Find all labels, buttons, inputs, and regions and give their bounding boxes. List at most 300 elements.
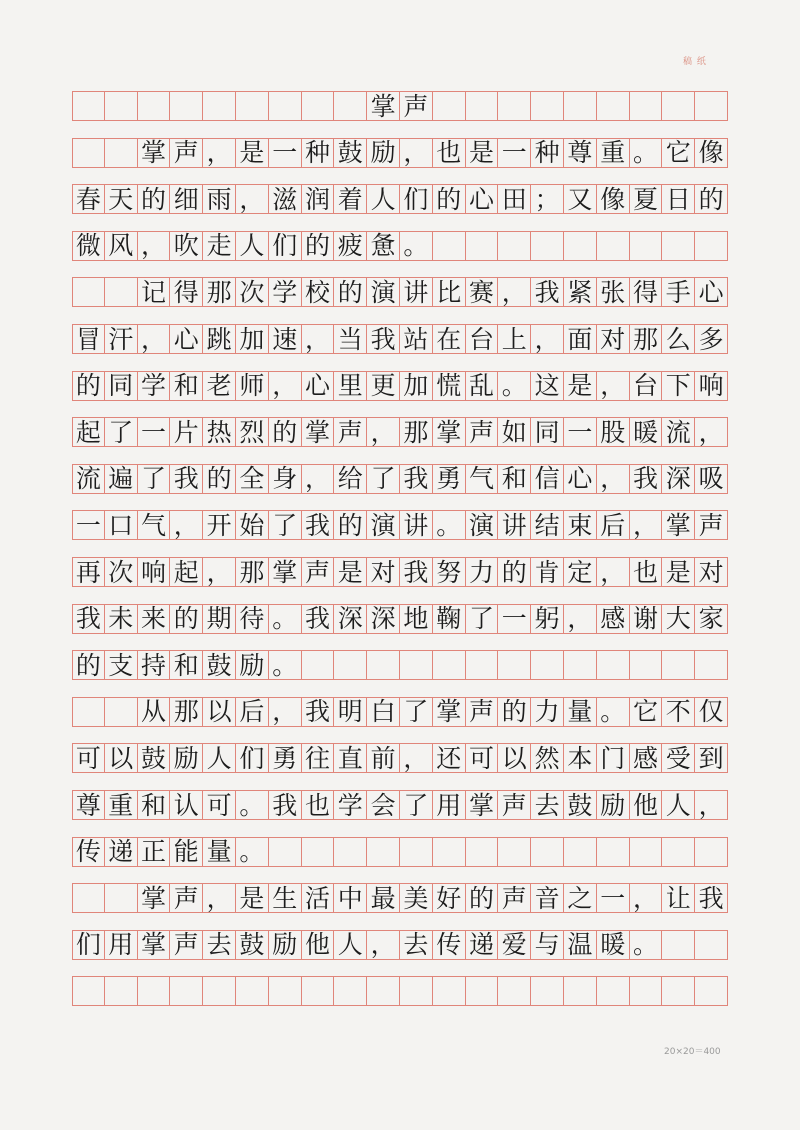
grid-cell: [695, 838, 728, 866]
grid-cell: [105, 977, 138, 1005]
grid-cell: 站: [400, 325, 433, 353]
grid-cell: 励: [597, 791, 630, 819]
grid-cell: [72, 884, 105, 912]
grid-cell: 跳: [203, 325, 236, 353]
grid-cell: 的: [334, 511, 367, 539]
grid-cell: 台: [466, 325, 499, 353]
grid-cell: 演: [466, 511, 499, 539]
grid-cell: 烈: [236, 418, 269, 446]
grid-cell: 股: [597, 418, 630, 446]
grid-cell: [138, 92, 171, 120]
grid-cell: 是: [466, 139, 499, 167]
grid-cell: 它: [630, 698, 663, 726]
grid-cell: 之: [564, 884, 597, 912]
grid-cell: 。: [236, 791, 269, 819]
grid-cell: [302, 838, 335, 866]
grid-cell: [105, 884, 138, 912]
grid-cell: 也: [433, 139, 466, 167]
grid-cell: 口: [105, 511, 138, 539]
grid-cell: 来: [138, 605, 171, 633]
grid-cell: 面: [564, 325, 597, 353]
grid-cell: 感: [630, 744, 663, 772]
grid-cell: 。: [433, 511, 466, 539]
grid-cell: 校: [302, 278, 335, 306]
grid-cell: 加: [236, 325, 269, 353]
grid-cell: 一: [269, 139, 302, 167]
grid-cell: [433, 651, 466, 679]
grid-cell: 台: [630, 372, 663, 400]
grid-cell: 种: [531, 139, 564, 167]
grid-cell: 地: [400, 605, 433, 633]
grid-cell: 像: [597, 185, 630, 213]
grid-cell: 我: [302, 698, 335, 726]
grid-cell: 掌: [302, 418, 335, 446]
grid-cell: 是: [236, 884, 269, 912]
grid-cell: 疲: [334, 232, 367, 260]
grid-cell: ，: [203, 558, 236, 586]
grid-cell: 后: [236, 698, 269, 726]
grid-cell: 那: [400, 418, 433, 446]
grid-cell: 始: [236, 511, 269, 539]
grid-cell: 的: [695, 185, 728, 213]
grid-cell: 人: [367, 185, 400, 213]
grid-cell: 一: [498, 605, 531, 633]
grid-cell: 了: [466, 605, 499, 633]
grid-cell: ，: [695, 418, 728, 446]
grid-cell: 对: [367, 558, 400, 586]
grid-cell: 仅: [695, 698, 728, 726]
grid-cell: [269, 977, 302, 1005]
grid-cell: 们: [269, 232, 302, 260]
grid-cell: 勇: [269, 744, 302, 772]
grid-cell: 气: [466, 465, 499, 493]
grid-cell: [630, 232, 663, 260]
grid-cell: 的: [269, 418, 302, 446]
grid-cell: [466, 651, 499, 679]
grid-cell: 讲: [400, 511, 433, 539]
grid-cell: 声: [334, 418, 367, 446]
grid-cell: 是: [236, 139, 269, 167]
grid-cell: 暖: [630, 418, 663, 446]
grid-cell: 努: [433, 558, 466, 586]
grid-cell: 声: [170, 931, 203, 959]
grid-cell: [105, 92, 138, 120]
grid-cell: [72, 977, 105, 1005]
grid-cell: 学: [334, 791, 367, 819]
grid-cell: 如: [498, 418, 531, 446]
grid-cell: 可: [466, 744, 499, 772]
grid-cell: [662, 232, 695, 260]
grid-cell: [564, 92, 597, 120]
grid-cell: 声: [498, 884, 531, 912]
grid-cell: 尊: [72, 791, 105, 819]
grid-cell: ，: [630, 884, 663, 912]
grid-cell: ，: [597, 465, 630, 493]
grid-cell: 记: [138, 278, 171, 306]
grid-cell: ，: [597, 372, 630, 400]
grid-cell: 明: [334, 698, 367, 726]
text-line: [72, 277, 728, 307]
grid-cell: 人: [334, 931, 367, 959]
grid-cell: [170, 92, 203, 120]
grid-cell: 鞠: [433, 605, 466, 633]
grid-cell: [662, 92, 695, 120]
grid-cell: 后: [597, 511, 630, 539]
grid-cell: 们: [236, 744, 269, 772]
grid-cell: 是: [564, 372, 597, 400]
grid-cell: [597, 977, 630, 1005]
grid-cell: [564, 977, 597, 1005]
grid-cell: ，: [564, 605, 597, 633]
grid-cell: [662, 838, 695, 866]
grid-cell: 了: [269, 511, 302, 539]
grid-cell: 声: [695, 511, 728, 539]
grid-cell: 日: [662, 185, 695, 213]
grid-cell: [597, 92, 630, 120]
grid-cell: 夏: [630, 185, 663, 213]
grid-cell: 人: [236, 232, 269, 260]
grid-cell: [72, 139, 105, 167]
grid-cell: 励: [269, 931, 302, 959]
grid-cell: [105, 278, 138, 306]
grid-count: 20×20＝400: [664, 1047, 721, 1057]
grid-cell: [498, 92, 531, 120]
text-line: [72, 604, 728, 634]
grid-cell: 的: [138, 185, 171, 213]
grid-cell: 以: [203, 698, 236, 726]
grid-cell: 和: [170, 651, 203, 679]
grid-cell: ，: [498, 278, 531, 306]
grid-cell: 掌: [662, 511, 695, 539]
grid-cell: ，: [302, 465, 335, 493]
grid-cell: 学: [138, 372, 171, 400]
grid-cell: [269, 92, 302, 120]
grid-cell: ，: [138, 325, 171, 353]
grid-cell: 去: [203, 931, 236, 959]
grid-cell: 心: [466, 185, 499, 213]
grid-cell: ，: [203, 884, 236, 912]
grid-cell: 受: [662, 744, 695, 772]
grid-cell: [334, 977, 367, 1005]
grid-cell: 也: [630, 558, 663, 586]
grid-cell: 像: [695, 139, 728, 167]
grid-cell: [466, 838, 499, 866]
grid-cell: 了: [105, 418, 138, 446]
text-line: [72, 324, 728, 354]
grid-cell: 速: [269, 325, 302, 353]
grid-cell: [236, 92, 269, 120]
grid-cell: [662, 931, 695, 959]
grid-cell: 演: [367, 278, 400, 306]
grid-cell: 励: [236, 651, 269, 679]
grid-cell: 对: [597, 325, 630, 353]
grid-cell: 深: [334, 605, 367, 633]
grid-cell: 是: [662, 558, 695, 586]
grid-cell: 。: [630, 931, 663, 959]
grid-cell: 我: [170, 465, 203, 493]
grid-cell: 好: [433, 884, 466, 912]
grid-cell: 本: [564, 744, 597, 772]
text-line: [72, 697, 728, 727]
grid-cell: [531, 232, 564, 260]
grid-cell: 那: [203, 278, 236, 306]
grid-cell: 再: [72, 558, 105, 586]
grid-cell: 微: [72, 232, 105, 260]
grid-cell: 勇: [433, 465, 466, 493]
grid-cell: [433, 232, 466, 260]
grid-cell: [105, 698, 138, 726]
grid-cell: 束: [564, 511, 597, 539]
grid-cell: 掌: [433, 418, 466, 446]
grid-cell: [236, 977, 269, 1005]
grid-cell: 声: [466, 418, 499, 446]
grid-cell: 和: [170, 372, 203, 400]
text-line: [72, 138, 728, 168]
grid-cell: 演: [367, 511, 400, 539]
grid-cell: 气: [138, 511, 171, 539]
grid-cell: 鼓: [236, 931, 269, 959]
grid-cell: 惫: [367, 232, 400, 260]
grid-cell: 量: [564, 698, 597, 726]
grid-cell: 全: [236, 465, 269, 493]
grid-cell: [630, 838, 663, 866]
grid-cell: 。: [630, 139, 663, 167]
grid-cell: [662, 651, 695, 679]
grid-cell: 在: [433, 325, 466, 353]
grid-cell: [597, 838, 630, 866]
grid-cell: 雨: [203, 185, 236, 213]
grid-cell: 的: [498, 558, 531, 586]
grid-cell: 鼓: [203, 651, 236, 679]
grid-cell: [72, 698, 105, 726]
grid-cell: [400, 977, 433, 1005]
grid-cell: 遍: [105, 465, 138, 493]
grid-cell: [334, 92, 367, 120]
grid-cell: 温: [564, 931, 597, 959]
grid-cell: 一: [597, 884, 630, 912]
grid-cell: 以: [105, 744, 138, 772]
grid-cell: 又: [564, 185, 597, 213]
grid-cell: 会: [367, 791, 400, 819]
grid-cell: 爱: [498, 931, 531, 959]
grid-cell: [498, 977, 531, 1005]
grid-cell: 尊: [564, 139, 597, 167]
grid-cell: 我: [400, 558, 433, 586]
grid-cell: 是: [334, 558, 367, 586]
grid-cell: 大: [662, 605, 695, 633]
grid-cell: 支: [105, 651, 138, 679]
grid-cell: ，: [302, 325, 335, 353]
grid-cell: ，: [269, 372, 302, 400]
grid-cell: 起: [170, 558, 203, 586]
text-line: [72, 930, 728, 960]
grid-cell: [564, 651, 597, 679]
grid-cell: 乱: [466, 372, 499, 400]
grid-cell: 更: [367, 372, 400, 400]
grid-cell: 声: [400, 92, 433, 120]
grid-cell: 张: [597, 278, 630, 306]
grid-cell: 传: [72, 838, 105, 866]
title-line: [72, 91, 728, 121]
grid-cell: 的: [466, 884, 499, 912]
grid-cell: 从: [138, 698, 171, 726]
grid-cell: 种: [302, 139, 335, 167]
grid-cell: 心: [564, 465, 597, 493]
grid-cell: 和: [138, 791, 171, 819]
grid-cell: 肯: [531, 558, 564, 586]
grid-cell: 了: [138, 465, 171, 493]
grid-cell: 可: [203, 791, 236, 819]
grid-cell: 谢: [630, 605, 663, 633]
grid-cell: ，: [400, 744, 433, 772]
grid-cell: 。: [269, 605, 302, 633]
grid-cell: 用: [433, 791, 466, 819]
grid-cell: 我: [367, 325, 400, 353]
grid-cell: [302, 977, 335, 1005]
grid-cell: 正: [138, 838, 171, 866]
grid-cell: [72, 92, 105, 120]
grid-cell: 的: [334, 278, 367, 306]
grid-cell: [630, 977, 663, 1005]
grid-cell: [531, 92, 564, 120]
grid-cell: 声: [466, 698, 499, 726]
grid-cell: 慌: [433, 372, 466, 400]
grid-cell: [433, 838, 466, 866]
grid-cell: ，: [367, 418, 400, 446]
grid-cell: [498, 232, 531, 260]
grid-cell: 上: [498, 325, 531, 353]
grid-cell: 了: [367, 465, 400, 493]
grid-cell: 掌: [138, 884, 171, 912]
grid-cell: 鼓: [138, 744, 171, 772]
text-line: [72, 371, 728, 401]
grid-cell: 定: [564, 558, 597, 586]
grid-cell: 热: [203, 418, 236, 446]
grid-cell: 讲: [400, 278, 433, 306]
grid-cell: 一: [498, 139, 531, 167]
text-line: [72, 976, 728, 1006]
grid-cell: 师: [236, 372, 269, 400]
grid-cell: 暖: [597, 931, 630, 959]
grid-cell: 滋: [269, 185, 302, 213]
grid-cell: 们: [72, 931, 105, 959]
grid-cell: 白: [367, 698, 400, 726]
grid-cell: 掌: [269, 558, 302, 586]
grid-cell: ，: [630, 511, 663, 539]
grid-cell: 润: [302, 185, 335, 213]
grid-cell: [170, 977, 203, 1005]
grid-cell: 当: [334, 325, 367, 353]
grid-cell: 身: [269, 465, 302, 493]
grid-cell: [367, 838, 400, 866]
text-line: [72, 510, 728, 540]
grid-cell: 风: [105, 232, 138, 260]
grid-cell: ；: [531, 185, 564, 213]
grid-cell: 的: [203, 465, 236, 493]
grid-cell: 人: [662, 791, 695, 819]
grid-cell: 下: [662, 372, 695, 400]
grid-cell: [695, 931, 728, 959]
grid-cell: 感: [597, 605, 630, 633]
grid-cell: 深: [662, 465, 695, 493]
grid-cell: 掌: [433, 698, 466, 726]
grid-cell: 了: [400, 698, 433, 726]
grid-cell: [597, 651, 630, 679]
grid-cell: 走: [203, 232, 236, 260]
grid-cell: [367, 651, 400, 679]
grid-cell: [564, 232, 597, 260]
grid-cell: 响: [138, 558, 171, 586]
grid-cell: 那: [170, 698, 203, 726]
grid-cell: 一: [72, 511, 105, 539]
grid-cell: 不: [662, 698, 695, 726]
grid-cell: 这: [531, 372, 564, 400]
grid-cell: 心: [170, 325, 203, 353]
grid-cell: 吹: [170, 232, 203, 260]
grid-cell: 到: [695, 744, 728, 772]
grid-cell: 去: [531, 791, 564, 819]
grid-cell: 一: [564, 418, 597, 446]
grid-cell: 了: [400, 791, 433, 819]
grid-cell: 的: [72, 651, 105, 679]
grid-cell: [466, 92, 499, 120]
grid-cell: 吸: [695, 465, 728, 493]
grid-cell: 躬: [531, 605, 564, 633]
grid-cell: 次: [236, 278, 269, 306]
grid-cell: 给: [334, 465, 367, 493]
grid-cell: 他: [302, 931, 335, 959]
grid-cell: ，: [138, 232, 171, 260]
grid-cell: 家: [695, 605, 728, 633]
text-line: [72, 557, 728, 587]
grid-cell: 活: [302, 884, 335, 912]
grid-cell: 同: [531, 418, 564, 446]
grid-cell: 递: [466, 931, 499, 959]
grid-cell: 未: [105, 605, 138, 633]
grid-cell: 认: [170, 791, 203, 819]
grid-cell: [630, 651, 663, 679]
grid-cell: 片: [170, 418, 203, 446]
grid-cell: 掌: [466, 791, 499, 819]
grid-cell: 鼓: [564, 791, 597, 819]
grid-cell: 结: [531, 511, 564, 539]
text-line: [72, 743, 728, 773]
grid-cell: 声: [170, 884, 203, 912]
grid-cell: 以: [498, 744, 531, 772]
grid-cell: 加: [400, 372, 433, 400]
grid-cell: [433, 92, 466, 120]
grid-cell: 然: [531, 744, 564, 772]
grid-cell: [695, 977, 728, 1005]
grid-cell: ，: [236, 185, 269, 213]
grid-cell: [695, 92, 728, 120]
grid-cell: 往: [302, 744, 335, 772]
grid-cell: 力: [466, 558, 499, 586]
grid-cell: [466, 232, 499, 260]
grid-cell: 。: [236, 838, 269, 866]
grid-cell: 冒: [72, 325, 105, 353]
grid-cell: 们: [400, 185, 433, 213]
grid-cell: 天: [105, 185, 138, 213]
grid-cell: 的: [170, 605, 203, 633]
text-line: [72, 650, 728, 680]
grid-cell: 得: [170, 278, 203, 306]
grid-cell: 我: [269, 791, 302, 819]
grid-cell: 鼓: [334, 139, 367, 167]
grid-cell: 比: [433, 278, 466, 306]
grid-cell: ，: [269, 698, 302, 726]
grid-cell: 重: [597, 139, 630, 167]
